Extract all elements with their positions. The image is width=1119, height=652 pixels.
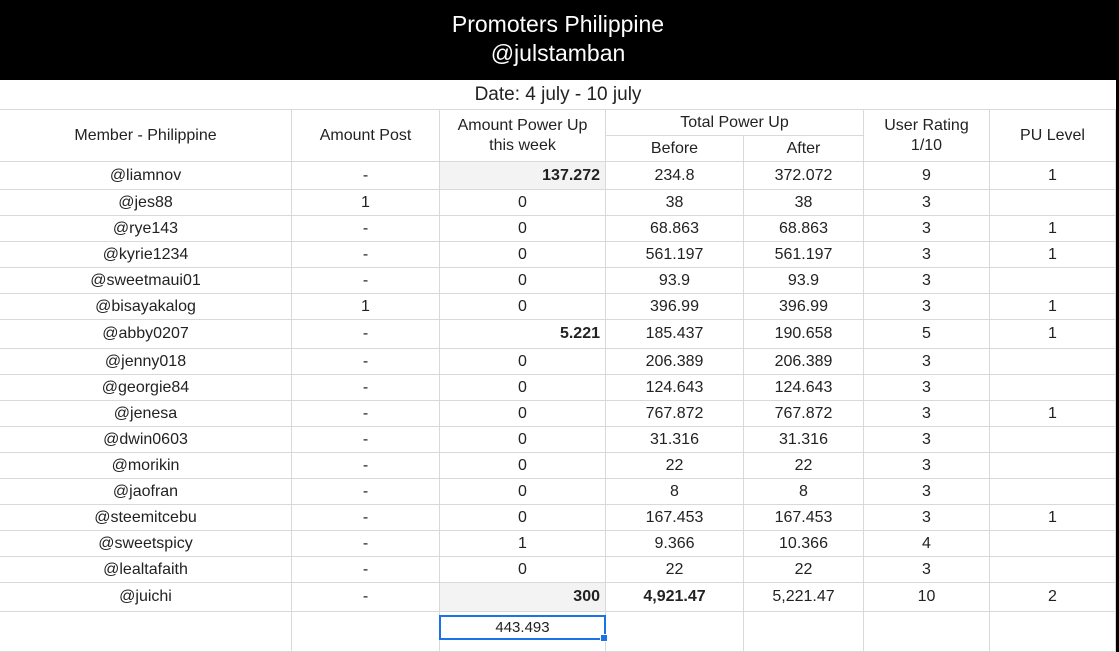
header-pu-level[interactable]: PU Level [990,110,1116,162]
cell-user-rating[interactable]: 3 [864,216,990,242]
cell-power-up[interactable]: 0 [440,190,606,216]
cell-amount-post[interactable]: - [292,453,440,479]
cell-member[interactable]: @jenesa [0,401,292,427]
cell-pu-level[interactable] [990,375,1116,401]
cell-after[interactable]: 8 [744,479,864,505]
cell-after[interactable]: 5,221.47 [744,583,864,612]
header-amount-power-up-line1: Amount Power Up [457,116,588,134]
cell-after[interactable]: 167.453 [744,505,864,531]
cell-empty[interactable] [292,612,440,652]
cell-member[interactable]: @juichi [0,583,292,612]
cell-user-rating[interactable]: 5 [864,320,990,349]
cell-amount-post[interactable]: - [292,375,440,401]
cell-empty[interactable] [744,612,864,652]
cell-amount-post[interactable]: - [292,216,440,242]
cell-user-rating[interactable]: 3 [864,505,990,531]
cell-pu-level[interactable] [990,557,1116,583]
cell-before[interactable]: 396.99 [606,294,744,320]
cell-pu-level[interactable] [990,531,1116,557]
cell-pu-level[interactable]: 1 [990,216,1116,242]
cell-member[interactable]: @sweetmaui01 [0,268,292,294]
cell-user-rating[interactable]: 4 [864,531,990,557]
cell-amount-post[interactable]: 1 [292,294,440,320]
cell-after[interactable]: 396.99 [744,294,864,320]
date-range[interactable]: Date: 4 july - 10 july [0,80,1116,110]
cell-amount-post[interactable]: - [292,427,440,453]
header-member[interactable]: Member - Philippine [0,110,292,162]
cell-power-up[interactable]: 0 [440,453,606,479]
cell-power-up[interactable]: 0 [440,557,606,583]
cell-before[interactable]: 8 [606,479,744,505]
cell-pu-level[interactable] [990,349,1116,375]
cell-before[interactable]: 561.197 [606,242,744,268]
cell-power-up[interactable]: 0 [440,479,606,505]
header-amount-post[interactable]: Amount Post [292,110,440,162]
cell-amount-post[interactable]: 1 [292,190,440,216]
cell-power-up[interactable]: 0 [440,242,606,268]
sheet-title-banner [0,0,1116,80]
cell-empty[interactable] [990,612,1116,652]
cell-empty[interactable] [606,612,744,652]
cell-user-rating[interactable]: 3 [864,268,990,294]
cell-before[interactable]: 124.643 [606,375,744,401]
cell-before[interactable]: 4,921.47 [606,583,744,612]
cell-amount-post[interactable]: - [292,268,440,294]
cell-power-up[interactable]: 1 [440,531,606,557]
cell-after[interactable]: 68.863 [744,216,864,242]
cell-power-up[interactable]: 137.272 [440,162,606,190]
cell-after[interactable]: 38 [744,190,864,216]
cell-user-rating[interactable]: 9 [864,162,990,190]
cell-amount-post[interactable]: - [292,557,440,583]
cell-before[interactable]: 38 [606,190,744,216]
cell-after[interactable]: 93.9 [744,268,864,294]
cell-member[interactable]: @morikin [0,453,292,479]
header-amount-power-up-line2: this week [489,136,556,154]
cell-member[interactable]: @jaofran [0,479,292,505]
cell-user-rating[interactable]: 3 [864,557,990,583]
cell-pu-level[interactable] [990,479,1116,505]
cell-pu-level[interactable] [990,427,1116,453]
sheet-title: Promoters Philippine [451,11,665,37]
cell-user-rating[interactable]: 3 [864,375,990,401]
cell-power-up[interactable]: 5.221 [440,320,606,349]
cell-member[interactable]: @dwin0603 [0,427,292,453]
cell-pu-level[interactable] [990,268,1116,294]
cell-pu-level[interactable]: 1 [990,162,1116,190]
cell-user-rating[interactable]: 3 [864,401,990,427]
cell-pu-level[interactable]: 1 [990,401,1116,427]
cell-power-up[interactable]: 0 [440,505,606,531]
cell-before[interactable]: 31.316 [606,427,744,453]
cell-user-rating[interactable]: 3 [864,294,990,320]
cell-amount-post[interactable]: - [292,531,440,557]
cell-before[interactable]: 234.8 [606,162,744,190]
cell-power-up[interactable]: 0 [440,349,606,375]
cell-after[interactable]: 124.643 [744,375,864,401]
cell-user-rating[interactable]: 3 [864,242,990,268]
cell-after[interactable]: 22 [744,453,864,479]
cell-before[interactable]: 9.366 [606,531,744,557]
cell-before[interactable]: 206.389 [606,349,744,375]
header-user-rating-line1: User Rating [884,116,969,134]
sheet-subtitle: @julstamban [490,40,626,66]
header-amount-power-up[interactable] [440,110,606,162]
cell-after[interactable]: 206.389 [744,349,864,375]
cell-before[interactable]: 22 [606,453,744,479]
cell-before[interactable]: 185.437 [606,320,744,349]
cell-before[interactable]: 767.872 [606,401,744,427]
cell-user-rating[interactable]: 3 [864,479,990,505]
cell-member[interactable]: @rye143 [0,216,292,242]
header-after[interactable]: After [744,136,864,162]
selected-cell-value: 443.493 [495,619,550,636]
cell-after[interactable]: 31.316 [744,427,864,453]
cell-member[interactable]: @lealtafaith [0,557,292,583]
cell-member[interactable]: @bisayakalog [0,294,292,320]
cell-member[interactable]: @kyrie1234 [0,242,292,268]
cell-after[interactable]: 22 [744,557,864,583]
cell-user-rating[interactable]: 10 [864,583,990,612]
cell-member[interactable]: @georgie84 [0,375,292,401]
header-user-rating[interactable] [864,110,990,162]
cell-amount-post[interactable]: - [292,583,440,612]
cell-power-up[interactable]: 0 [440,375,606,401]
cell-pu-level[interactable] [990,190,1116,216]
cell-member[interactable]: @jes88 [0,190,292,216]
cell-power-up[interactable]: 0 [440,268,606,294]
cell-user-rating[interactable]: 3 [864,427,990,453]
cell-pu-level[interactable]: 1 [990,242,1116,268]
cell-member[interactable]: @abby0207 [0,320,292,349]
selected-cell[interactable] [439,615,606,640]
cell-power-up[interactable]: 0 [440,216,606,242]
cell-power-up[interactable]: 0 [440,294,606,320]
cell-power-up[interactable]: 300 [440,583,606,612]
cell-power-up[interactable]: 0 [440,427,606,453]
cell-before[interactable]: 167.453 [606,505,744,531]
cell-amount-post[interactable]: - [292,505,440,531]
cell-amount-post[interactable]: - [292,349,440,375]
header-before[interactable]: Before [606,136,744,162]
cell-after[interactable]: 561.197 [744,242,864,268]
cell-pu-level[interactable] [990,453,1116,479]
cell-after[interactable]: 10.366 [744,531,864,557]
cell-amount-post[interactable]: - [292,320,440,349]
cell-user-rating[interactable]: 3 [864,453,990,479]
cell-power-up[interactable]: 0 [440,401,606,427]
cell-amount-post[interactable]: - [292,162,440,190]
cell-after[interactable]: 190.658 [744,320,864,349]
cell-member[interactable]: @jenny018 [0,349,292,375]
cell-empty[interactable] [0,612,292,652]
cell-member[interactable]: @steemitcebu [0,505,292,531]
cell-pu-level[interactable]: 2 [990,583,1116,612]
cell-user-rating[interactable]: 3 [864,349,990,375]
cell-after[interactable]: 767.872 [744,401,864,427]
cell-before[interactable]: 93.9 [606,268,744,294]
cell-pu-level[interactable]: 1 [990,294,1116,320]
cell-member[interactable]: @sweetspicy [0,531,292,557]
cell-pu-level[interactable]: 1 [990,320,1116,349]
cell-amount-post[interactable]: - [292,401,440,427]
cell-member[interactable]: @liamnov [0,162,292,190]
cell-pu-level[interactable]: 1 [990,505,1116,531]
cell-before[interactable]: 22 [606,557,744,583]
cell-amount-post[interactable]: - [292,242,440,268]
cell-amount-post[interactable]: - [292,479,440,505]
cell-before[interactable]: 68.863 [606,216,744,242]
header-total-power-up[interactable]: Total Power Up [606,110,864,136]
fill-handle[interactable] [600,634,608,642]
cell-after[interactable]: 372.072 [744,162,864,190]
cell-empty[interactable] [864,612,990,652]
header-user-rating-line2: 1/10 [910,136,943,154]
cell-user-rating[interactable]: 3 [864,190,990,216]
